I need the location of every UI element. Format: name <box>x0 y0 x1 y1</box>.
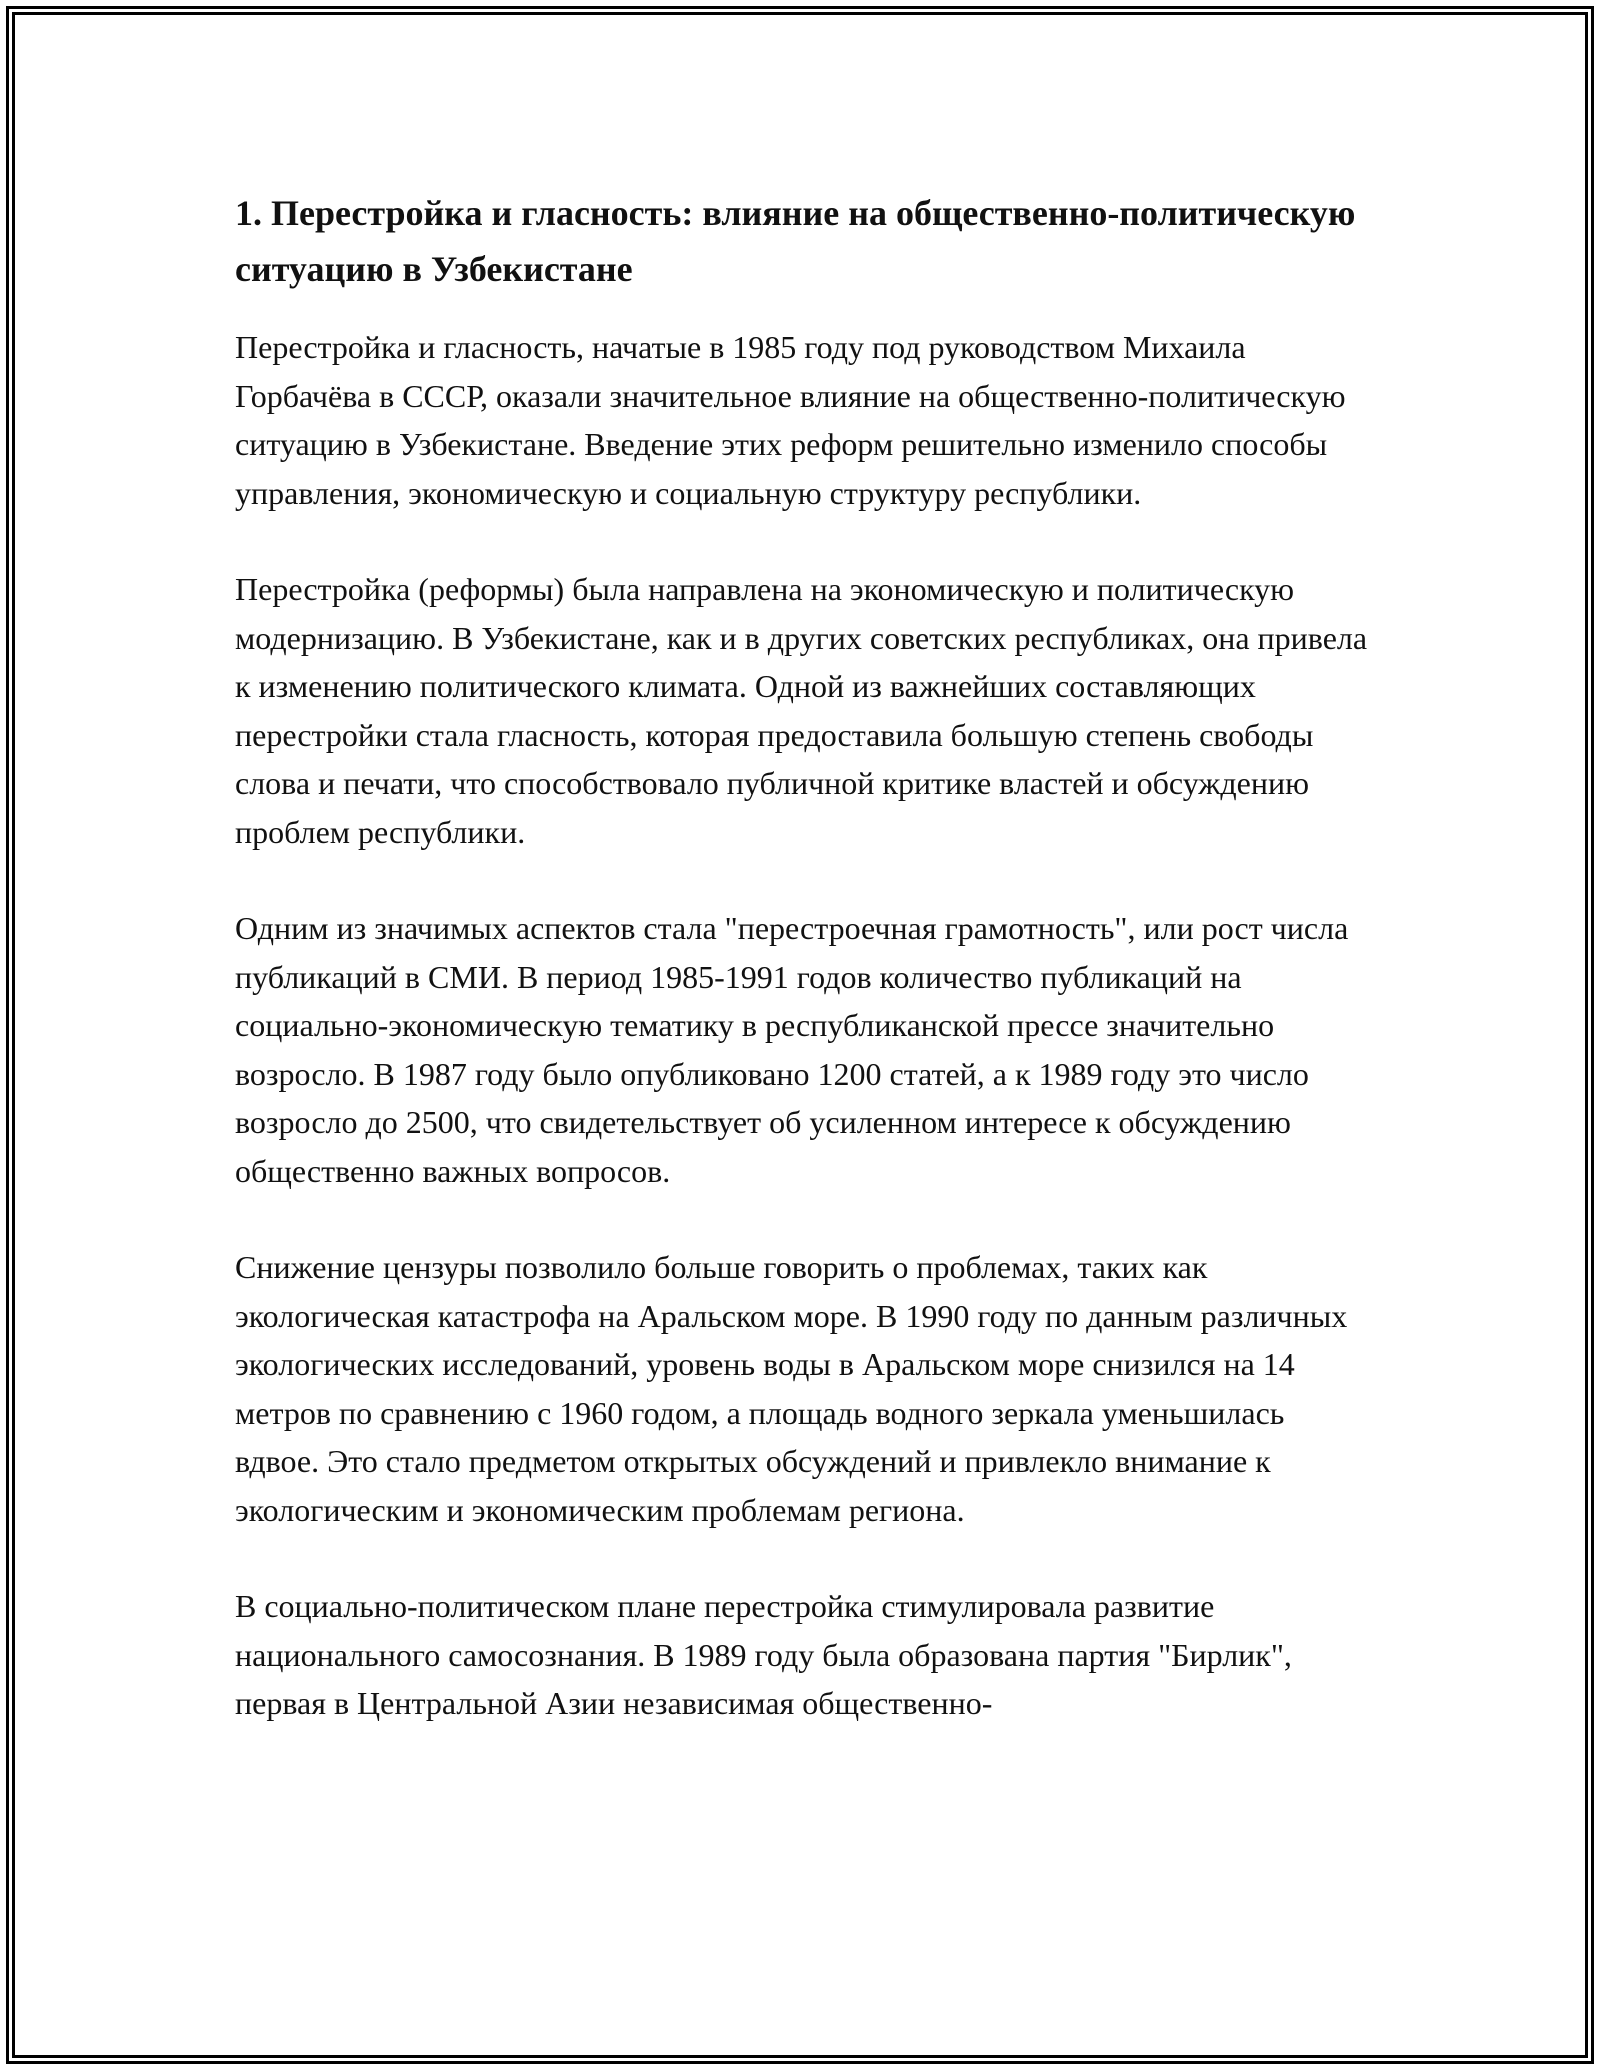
paragraph-3: Одним из значимых аспектов стала "перестроечная грамотность", или рост числа публикаций в СМИ. В период 1985-1991 годов количество публикаций на социально-экономическую тематику в республиканской прессе значительно возросло. В 1987 году было опубликовано 1200 статей, а к 1989 году это число возросло до 2500, что свидетельствует об усиленном интересе к обсуждению общественно важных вопросов. <box>235 910 1349 1189</box>
paragraph-2: Перестройка (реформы) была направлена на экономическую и политическую модернизацию. В Узбекистане, как и в других советских республиках, она привела к изменению политического климата. Одной из важнейших составляющих перестройки стала гласность, которая предоставила большую степень свободы слова и печати, что способствовало публичной критике властей и обсуждению проблем республики. <box>235 571 1368 850</box>
paragraph-5: В социально-политическом плане перестройка стимулировала развитие национального самосознания. В 1989 году была образована партия "Бирлик", первая в Центральной Азии независимая общественно- <box>235 1588 1292 1721</box>
paragraph-1: Перестройка и гласность, начатые в 1985 году под руководством Михаила Горбачёва в СССР, оказали значительное влияние на общественно-политическую ситуацию в Узбекистане. Введение этих реформ решительно изменило способы управления, экономическую и социальную структуру республики. <box>235 329 1346 511</box>
section-title: 1. Перестройка и гласность: влияние на общественно-политическую ситуацию в Узбекистане <box>235 193 1356 289</box>
paragraph-4: Снижение цензуры позволило больше говорить о проблемах, таких как экологическая катастрофа на Аральском море. В 1990 году по данным различных экологических исследований, уровень воды в Аральском море снизился на 14 метров по сравнению с 1960 годом, а площадь водного зеркала уменьшилась вдвое. Это стало предметом открытых обсуждений и привлекло внимание к экологическим и экономическим проблемам региона. <box>235 1249 1348 1528</box>
document-body <box>235 185 1375 1776</box>
